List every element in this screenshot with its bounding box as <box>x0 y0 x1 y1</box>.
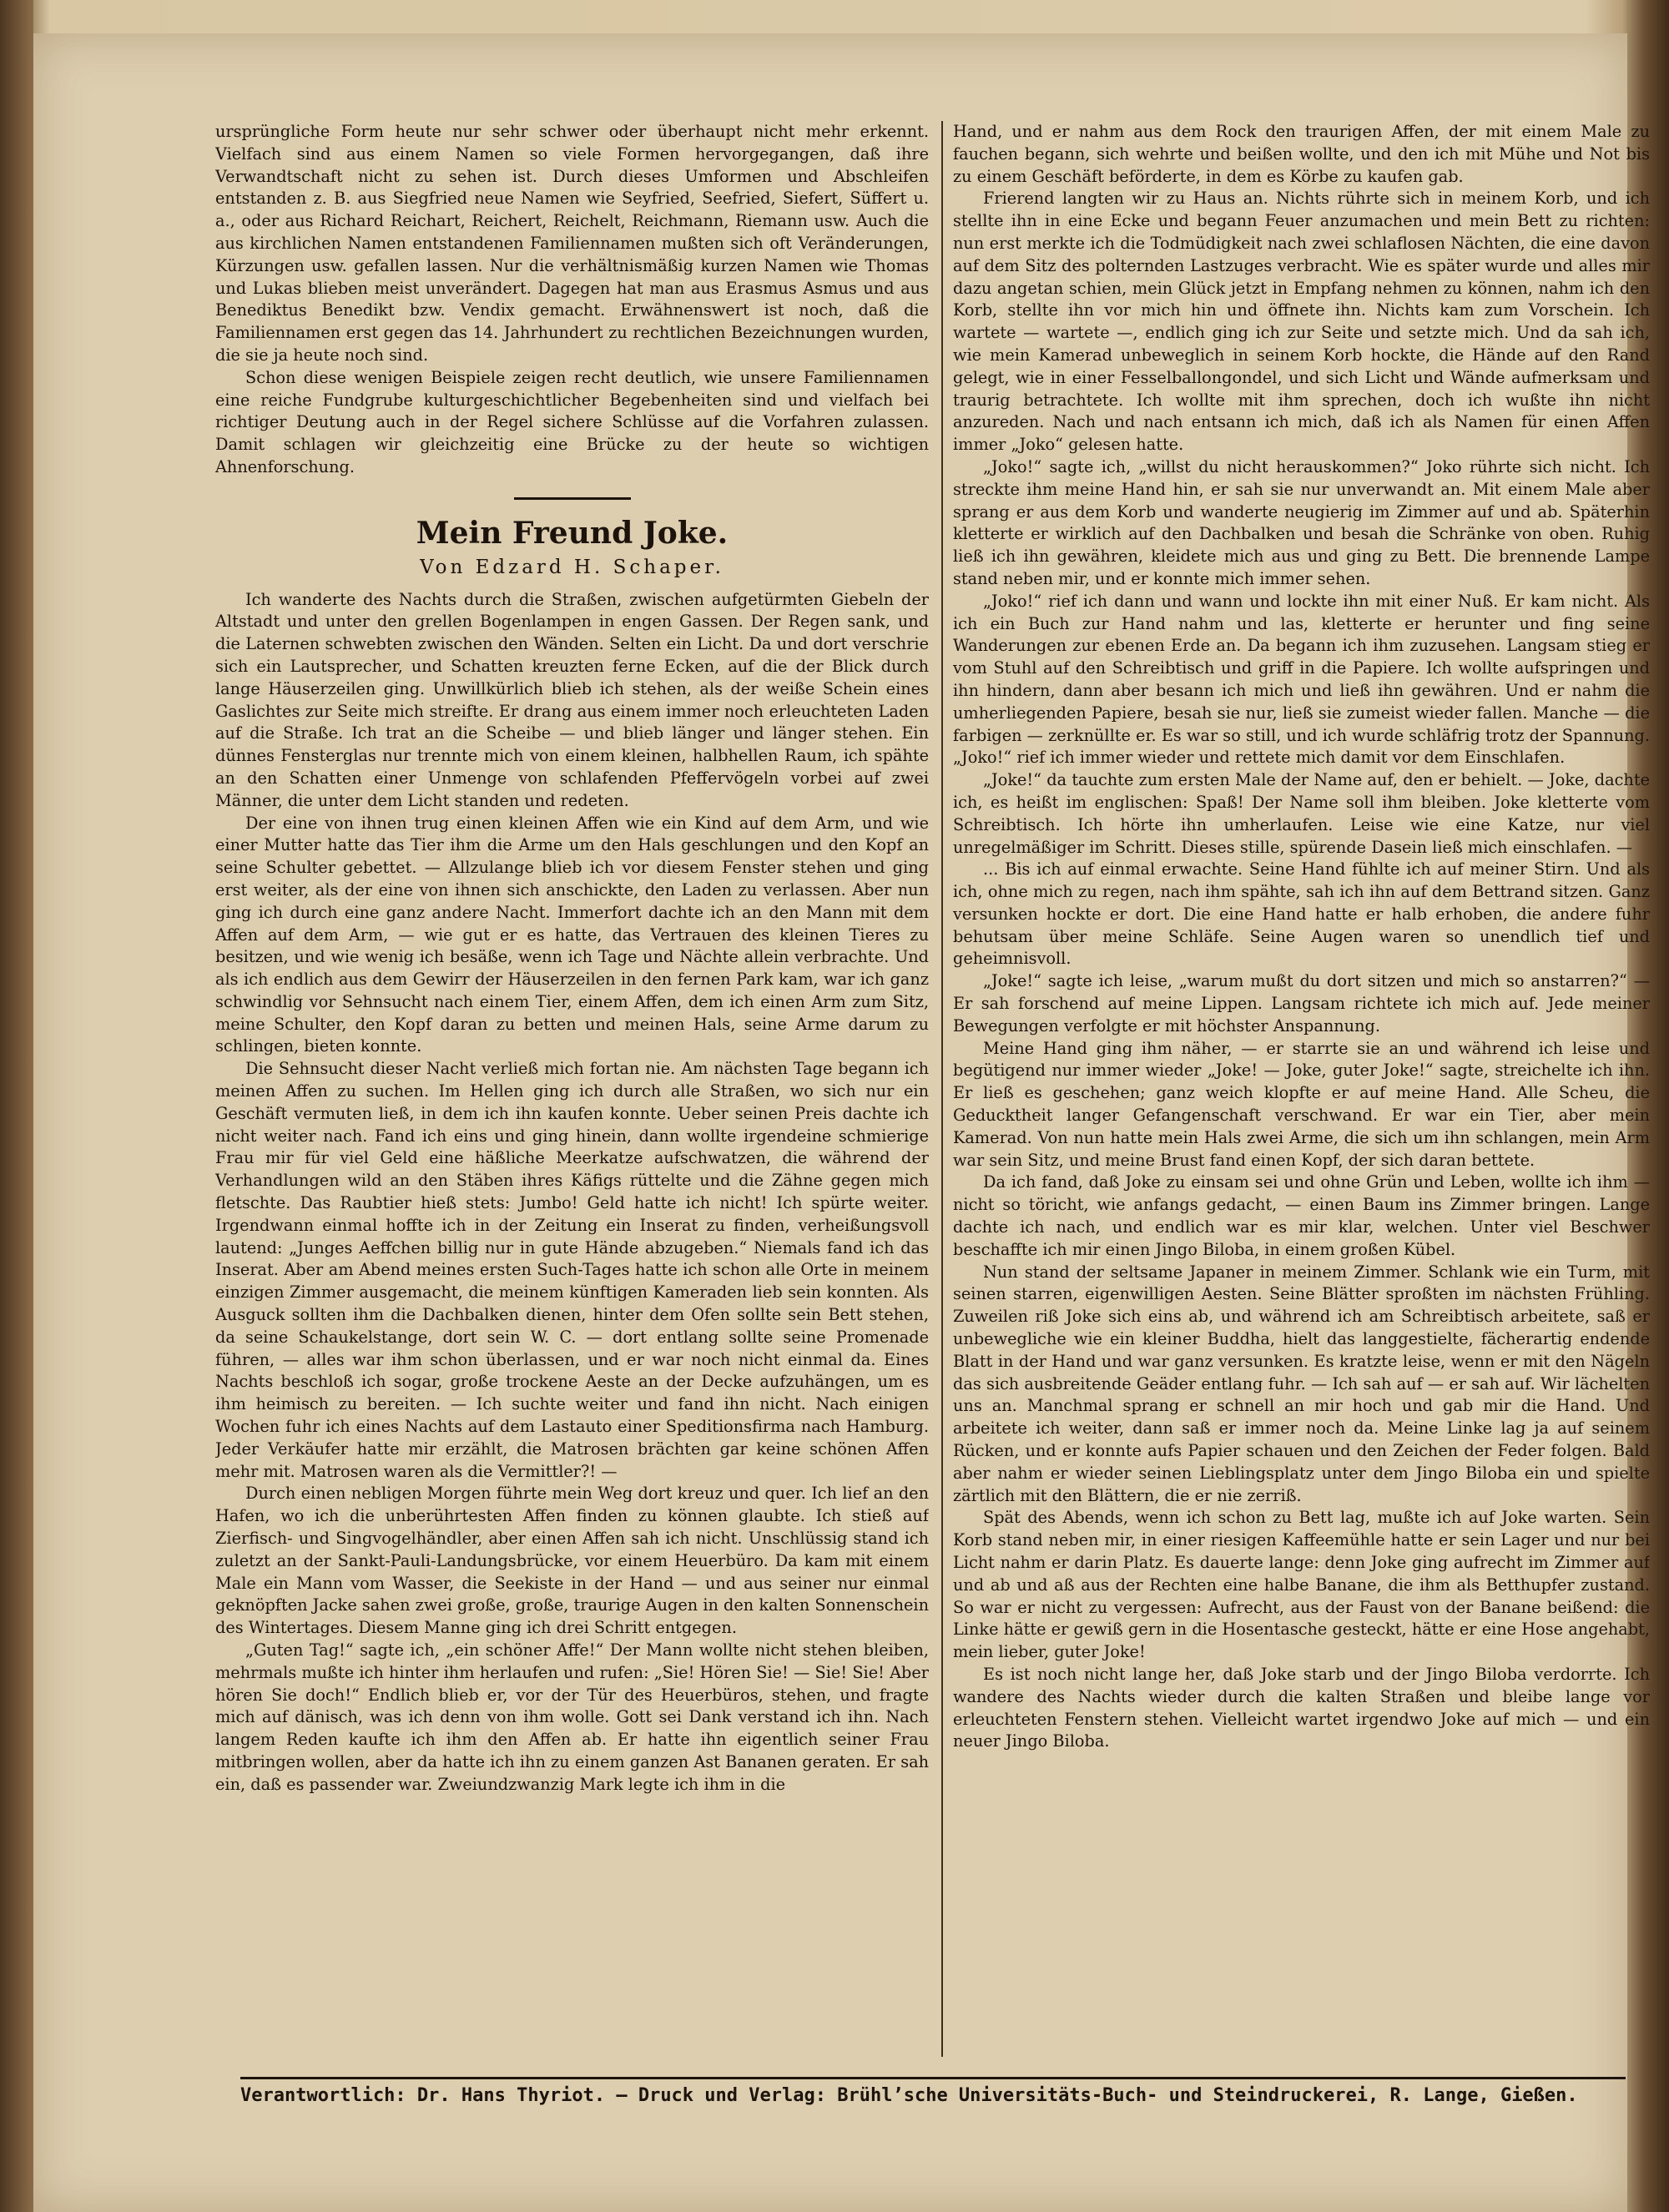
left-column <box>215 121 929 2057</box>
paragraph: Nun stand der seltsame Japaner in meinem Zimmer. Schlank wie ein Turm, mit seinen starren, eigenwilligen Aesten. Seine Blätter sproßten im nächsten Frühling. Zuweilen riß Joke sich eins ab, und während ich am Schreibtisch arbeitete, saß er unbewegliche wie ein kleiner Buddha, hielt das langgestielte, fächerartig endende Blatt in der Hand und war ganz versunken. Es kratzte leise, wenn er mit den Nägeln das sich ausbreitende Geäder entlang fuhr. — Ich sah auf — er sah auf. Wir lächelten uns an. Manchmal sprang er schnell an mir hoch und gab mir die Hand. Und arbeitete ich weiter, dann saß er immer noch da. Meine Linke lag ja auf seinem Rücken, und er konnte aufs Papier schauen und den Zeichen der Feder folgen. Bald aber nahm er wieder seinen Lieblingsplatz unter dem Jingo Biloba ein und spielte zärtlich mit den Blättern, die er nie zerriß. <box>953 1262 1650 1505</box>
paragraph: Schon diese wenigen Beispiele zeigen recht deutlich, wie unsere Familiennamen eine reiche Fundgrube kulturgeschichtlicher Begebenheiten sind und vielfach bei richtiger Deutung auch in der Regel sichere Schlüsse auf die Vorfahren zulassen. Damit schlagen wir gleichzeitig eine Brücke zu der heute so wichtigen Ahnenforschung. <box>215 367 929 476</box>
binding-edge-left <box>0 0 33 2212</box>
paragraph: Frierend langten wir zu Haus an. Nichts rührte sich in meinem Korb, und ich stellte ihn in eine Ecke und begann Feuer anzumachen und mein Bett zu richten: nun erst merkte ich die Todmüdigkeit nach zwei schlaflosen Nächten, die eine davon auf dem Sitz des polternden Lastzuges verbracht. Wie es später wurde und alles mir dazu angetan schien, mein Glück jetzt in Empfang nehmen zu können, nahm ich den Korb, stellte ihn vor mich hin und öffnete ihn. Nichts kam zum Vorschein. Ich wartete — wartete —, endlich ging ich zur Seite und setzte mich. Und da sah ich, wie mein Kamerad unbeweglich in seinem Korb hockte, die Hände auf den Rand gelegt, wie in einer Fesselballongondel, und sich Licht und Wände aufmerksam und traurig betrachtete. Ich wollte mit ihm sprechen, doch ich wußte ihn nicht anzureden. Nach und nach entsann ich mich, daß ich als Namen für einen Affen immer „Joko“ gelesen hatte. <box>953 189 1650 455</box>
imprint-footer: Verantwortlich: Dr. Hans Thyriot. — Druck und Verlag: Brühl’sche Universitäts-Buch- und Steindruckerei, R. Lange, Gießen. <box>240 2085 1578 2106</box>
heading-divider <box>514 497 631 500</box>
paragraph: „Guten Tag!“ sagte ich, „ein schöner Affe!“ Der Mann wollte nicht stehen bleiben, mehrmals mußte ich hinter ihm herlaufen und rufen: „Sie! Hören Sie! — Sie! Sie! Aber hören Sie doch!“ Endlich blieb er, vor der Tür des Heuerbüros, stehen, und fragte mich auf dänisch, was ich denn von ihm wolle. Gott sei Dank verstand ich ihn. Nach langem Reden kaufte ich ihm den Affen ab. Er hatte ihn eigentlich seiner Frau mitbringen wollen, aber da hatte ich ihn zu einem ganzen Ast Bananen geraten. Er sah ein, daß es passender war. Zweiundzwanzig Mark legte ich ihm in die <box>215 1640 929 1794</box>
paragraph: Ich wanderte des Nachts durch die Straßen, zwischen aufgetürmten Giebeln der Altstadt und unter den grellen Bogenlampen in engen Gassen. Der Regen sank, und die Laternen schwebten zwischen den Wänden. Selten ein Licht. Da und dort verschrie sich ein Lautsprecher, und Schatten kreuzten ferne Ecken, auf die der Blick durch lange Häuserzeilen ging. Unwillkürlich blieb ich stehen, als der weiße Schein eines Gaslichtes zur Seite mich streifte. Er drang aus einem immer noch erleuchteten Laden auf die Straße. Ich trat an die Scheibe — und blieb länger und länger stehen. Ein dünnes Fensterglas nur trennte mich von einem kleinen, halbhellen Raum, ich spähte an den Schatten einer Unmenge von schlafenden Pfeffervögeln vorbei auf zwei Männer, die unter dem Licht standen und redeten. <box>215 589 929 810</box>
paragraph: Hand, und er nahm aus dem Rock den traurigen Affen, der mit einem Male zu fauchen begann, sich wehrte und beißen wollte, und den ich mit Mühe und Not bis zu einem Geschäft beförderte, in dem es Körbe zu kaufen gab. <box>953 122 1650 186</box>
paragraph: „Joko!“ rief ich dann und wann und lockte ihn mit einer Nuß. Er kam nicht. Als ich ein Buch zur Hand nahm und las, kletterte er herunter und fing seine Wanderungen zur ebenen Erde an. Da begann ich ihm zuzusehen. Langsam stieg er vom Stuhl auf den Schreibtisch und griff in die Papiere. Ich wollte aufspringen und ihn hindern, dann aber besann ich mich und ließ ihn gewähren. Und er nahm die umherliegenden Papiere, besah sie nur, ließ sie zumeist wieder fallen. Manche — die farbigen — zerknüllte er. Es war so still, und ich wurde schläfrig trotz der Spannung. „Joko!“ rief ich immer wieder und rettete mich damit vor dem Einschlafen. <box>953 591 1650 768</box>
footer-divider <box>240 2077 1626 2079</box>
paragraph: „Joko!“ sagte ich, „willst du nicht herauskommen?“ Joko rührte sich nicht. Ich streckte ihm meine Hand hin, er sah sie nur unverwandt an. Mit einem Male aber sprang er aus dem Korb und wanderte neugierig im Zimmer auf und ab. Späterhin kletterte er wirklich auf den Dachbalken und besah die Schränke von oben. Ruhig ließ ich ihn gewähren, kleidete mich aus und ging zu Bett. Die brennende Lampe stand neben mir, und er konnte mich immer sehen. <box>953 456 1650 588</box>
paragraph: „Joke!“ sagte ich leise, „warum mußt du dort sitzen und mich so anstarren?“ — Er sah forschend auf meine Lippen. Langsam richtete ich mich auf. Jede meiner Bewegungen verfolgte er mit höchster Anspannung. <box>953 971 1650 1035</box>
newspaper-page <box>33 33 1650 2212</box>
paragraph: Durch einen nebligen Morgen führte mein Weg dort kreuz und quer. Ich lief an den Hafen, wo ich die unberührtesten Affen finden zu können glaubte. Ich stieß auf Zierfisch- und Singvogelhändler, aber einen Affen sah ich nicht. Unschlüssig stand ich zuletzt an der Sankt-Pauli-Landungsbrücke, vor einem Heuerbüro. Da kam mit einem Male ein Mann vom Wasser, die Seekiste in der Hand — und aus seiner nur einmal geknöpften Jacke sahen zwei große, große, traurige Augen in den kalten Sonnenschein des Wintertages. Diesem Manne ging ich drei Schritt entgegen. <box>215 1484 929 1638</box>
article-author: Von Edzard H. Schaper. <box>420 556 724 578</box>
article-title: Mein Freund Joke. <box>416 515 729 551</box>
paragraph: Da ich fand, daß Joke zu einsam sei und ohne Grün und Leben, wollte ich ihm — nicht so töricht, wie anfangs gedacht, — einen Baum ins Zimmer bringen. Lange dachte ich nach, und endlich war es mir klar, welchen. Unter viel Beschwer beschaffte ich mir einen Jingo Biloba, in einem großen Kübel. <box>953 1172 1650 1259</box>
paragraph: Der eine von ihnen trug einen kleinen Affen wie ein Kind auf dem Arm, und wie einer Mutter hatte das Tier ihm die Arme um den Hals geschlungen und den Kopf an seine Schulter gebettet. — Allzulange blieb ich vor diesem Fenster stehen und ging erst weiter, als der eine von ihnen sich anschickte, den Laden zu verlassen. Aber nun ging ich durch eine ganz andere Nacht. Immerfort dachte ich an den Mann mit dem Affen auf dem Arm, — wie gut er es hatte, das Vertrauen des kleinen Tieres zu besitzen, und wie wenig ich besäße, wenn ich Tage und Nächte allein verbrachte. Und als ich endlich aus dem Gewirr der Häuserzeilen in den fernen Park kam, war ich ganz schwindlig vor Sehnsucht nach einem Tier, einem Affen, dem ich einen Arm zum Sitz, meine Schulter, den Kopf daran zu betten und meinen Hals, seine Arme darum zu schlingen, bieten konnte. <box>215 813 929 1056</box>
paragraph: ursprüngliche Form heute nur sehr schwer oder überhaupt nicht mehr erkennt. Vielfach sind aus einem Namen so viele Formen hervorgegangen, daß ihre Verwandtschaft nicht zu sehen ist. Durch dieses Umformen und Abschleifen entstanden z. B. aus Siegfried neue Namen wie Seyfried, Seefried, Siefert, Süffert u. a., oder aus Richard Reichart, Reichert, Reichelt, Reichmann, Riemann usw. Auch die aus kirchlichen Namen entstandenen Familiennamen mußten sich oft Veränderungen, Kürzungen usw. gefallen lassen. Nur die verhältnismäßig kurzen Namen wie Thomas und Lukas blieben meist unverändert. Dagegen hat man aus Erasmus Asmus und aus Benediktus Benedikt bzw. Vendix gemacht. Erwähnenswert ist noch, daß die Familiennamen erst gegen das 14. Jahrhundert zu rechtlichen Bezeichnungen wurden, die sie ja heute noch sind. <box>215 122 929 365</box>
right-column <box>953 121 1650 2057</box>
column-divider <box>941 121 943 2057</box>
paragraph: Die Sehnsucht dieser Nacht verließ mich fortan nie. Am nächsten Tage begann ich meinen Affen zu suchen. Im Hellen ging ich durch alle Straßen, wo sich nur ein Geschäft vermuten ließ, in dem ich ihn kaufen konnte. Ueber seinen Preis dachte ich nicht weiter nach. Fand ich eins und ging hinein, dann wollte irgendeine schmierige Frau mir für viel Geld eine häßliche Meerkatze aufschwatzen, die während der Verhandlungen wild an den Stäben ihres Käfigs rüttelte und die Zähne gegen mich fletschte. Das Raubtier hieß stets: Jumbo! Geld hatte ich nicht! Ich spürte weiter. Irgendwann einmal hoffte ich in der Zeitung ein Inserat zu finden, verheißungsvoll lautend: „Junges Aeffchen billig nur in gute Hände abzugeben.“ Niemals fand ich das Inserat. Aber am Abend meines ersten Such-Tages hatte ich schon alle Orte in meinem einzigen Zimmer ausgemacht, die meinem künftigen Kameraden lieb sein konnten. Als Ausguck sollten ihm die Dachbalken dienen, hinter dem Ofen sollte sein Bett stehen, da seine Schaukelstange, dort sein W. C. — dort entlang sollte seine Promenade führen, — alles war ihm schon überlassen, und er war noch nicht einmal da. Eines Nachts beschloß ich sogar, große trockene Aeste an der Decke aufzuhängen, um es ihm heimisch zu bereiten. — Ich suchte weiter und fand ihn nicht. Nach einigen Wochen fuhr ich eines Nachts auf dem Lastauto einer Speditionsfirma nach Hamburg. Jeder Verkäufer hatte mir erzählt, die Matrosen brächten gar keine schönen Affen mehr mit. Matrosen waren als die Vermittler?! — <box>215 1059 929 1481</box>
paragraph: Spät des Abends, wenn ich schon zu Bett lag, mußte ich auf Joke warten. Sein Korb stand neben mir, in einer riesigen Kaffeemühle hatte er sein Lager und nur bei Licht nahm er darin Platz. Es dauerte lange: denn Joke ging aufrecht im Zimmer auf und ab und aß aus der Rechten eine halbe Banane, die ihm als Betthupfer zustand. So war er nicht zu vergessen: Aufrecht, aus der Faust von der Banane beißend: die Linke hätte er gewiß gern in die Hosentasche gesteckt, hätte er eine Hose angehabt, mein lieber, guter Joke! <box>953 1508 1650 1662</box>
paragraph: Es ist noch nicht lange her, daß Joke starb und der Jingo Biloba verdorrte. Ich wandere des Nachts wieder durch die kalten Straßen und bleibe lange vor erleuchteten Fenstern stehen. Vielleicht wartet irgendwo Joke auf mich — und ein neuer Jingo Biloba. <box>953 1664 1650 1751</box>
paragraph: ... Bis ich auf einmal erwachte. Seine Hand fühlte ich auf meiner Stirn. Und als ich, ohne mich zu regen, nach ihm spähte, sah ich ihn auf dem Bettrand sitzen. Ganz versunken hockte er dort. Die eine Hand hatte er halb erhoben, die andere fuhr behutsam über meine Schläfe. Seine Augen waren so unendlich tief und geheimnisvoll. <box>953 859 1650 969</box>
paragraph: „Joke!“ da tauchte zum ersten Male der Name auf, den er behielt. — Joke, dachte ich, es heißt im englischen: Spaß! Der Name soll ihm bleiben. Joke kletterte vom Schreibtisch. Ich hörte ihn umherlaufen. Leise wie eine Katze, nur viel unregelmäßiger im Schritt. Dieses stille, spürende Dasein ließ mich einschlafen. — <box>953 770 1650 857</box>
paragraph: Meine Hand ging ihm näher, — er starrte sie an und während ich leise und begütigend nur immer wieder „Joke! — Joke, guter Joke!“ sagte, streichelte ich ihn. Er ließ es geschehen; ganz weich klopfte er auf meine Hand. Alle Scheu, die Geducktheit langer Gefangenschaft verschwand. Er war ein Tier, aber mein Kamerad. Von nun hatte mein Hals zwei Arme, die sich um ihn schlangen, mein Arm war sein Sitz, und meine Brust fand einen Kopf, der sich daran bettete. <box>953 1038 1650 1170</box>
